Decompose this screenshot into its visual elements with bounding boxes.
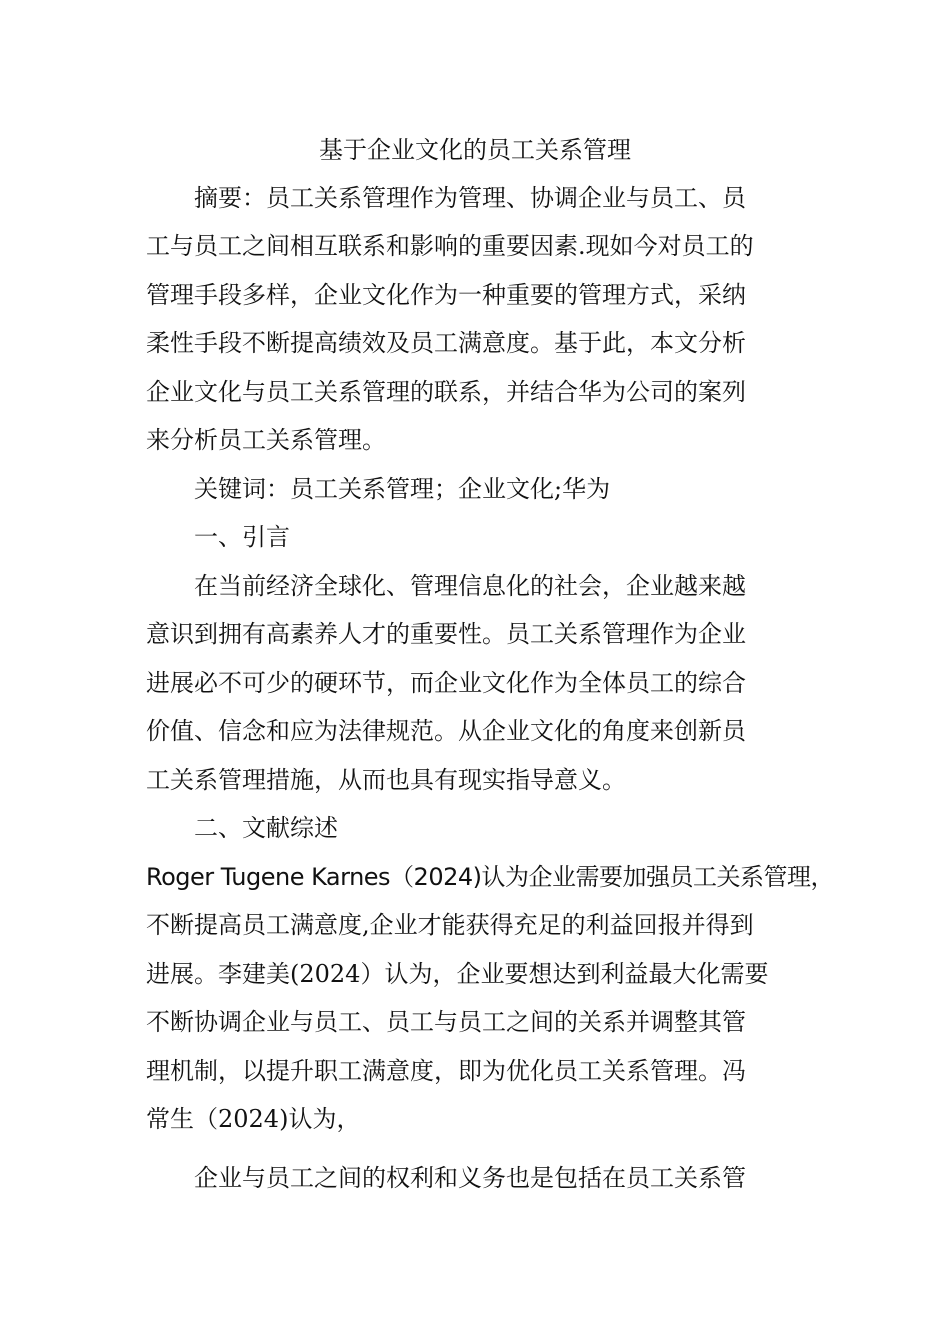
intro-line: 意识到拥有高素养人才的重要性。员工关系管理作为企业	[146, 620, 746, 648]
intro-line: 进展必不可少的硬环节，而企业文化作为全体员工的综合	[146, 669, 746, 697]
section-heading-literature-review: 二、文献综述	[194, 814, 338, 842]
section-heading-introduction: 一、引言	[194, 523, 290, 551]
literature-line: 进展。李建美(2024）认为，企业要想达到利益最大化需要	[146, 960, 769, 988]
abstract-line: 柔性手段不断提高绩效及员工满意度。基于此，本文分析	[146, 329, 746, 357]
literature-paragraph2-line: 企业与员工之间的权利和义务也是包括在员工关系管	[194, 1164, 746, 1192]
literature-line: 常生（2024)认为，	[146, 1105, 361, 1133]
literature-line: 理机制，以提升职工满意度，即为优化员工关系管理。冯	[146, 1057, 746, 1085]
intro-line: 价值、信念和应为法律规范。从企业文化的角度来创新员	[146, 717, 746, 745]
intro-line: 工关系管理措施，从而也具有现实指导意义。	[146, 766, 626, 794]
document-title: 基于企业文化的员工关系管理	[319, 136, 631, 164]
intro-line: 在当前经济全球化、管理信息化的社会，企业越来越	[194, 572, 746, 600]
literature-line: Roger Tugene Karnes（2024)认为企业需要加强员工关系管理，	[146, 863, 834, 891]
abstract-line: 工与员工之间相互联系和影响的重要因素.现如今对员工的	[146, 232, 754, 260]
abstract-line: 企业文化与员工关系管理的联系，并结合华为公司的案列	[146, 378, 746, 406]
abstract-line: 管理手段多样，企业文化作为一种重要的管理方式，采纳	[146, 281, 746, 309]
literature-line: 不断协调企业与员工、员工与员工之间的关系并调整其管	[146, 1008, 746, 1036]
literature-line: 不断提高员工满意度,企业才能获得充足的利益回报并得到	[146, 911, 754, 939]
keywords: 关键词：员工关系管理；企业文化;华为	[194, 475, 611, 503]
abstract-line: 来分析员工关系管理。	[146, 426, 386, 454]
abstract-line: 摘要：员工关系管理作为管理、协调企业与员工、员	[194, 184, 746, 212]
